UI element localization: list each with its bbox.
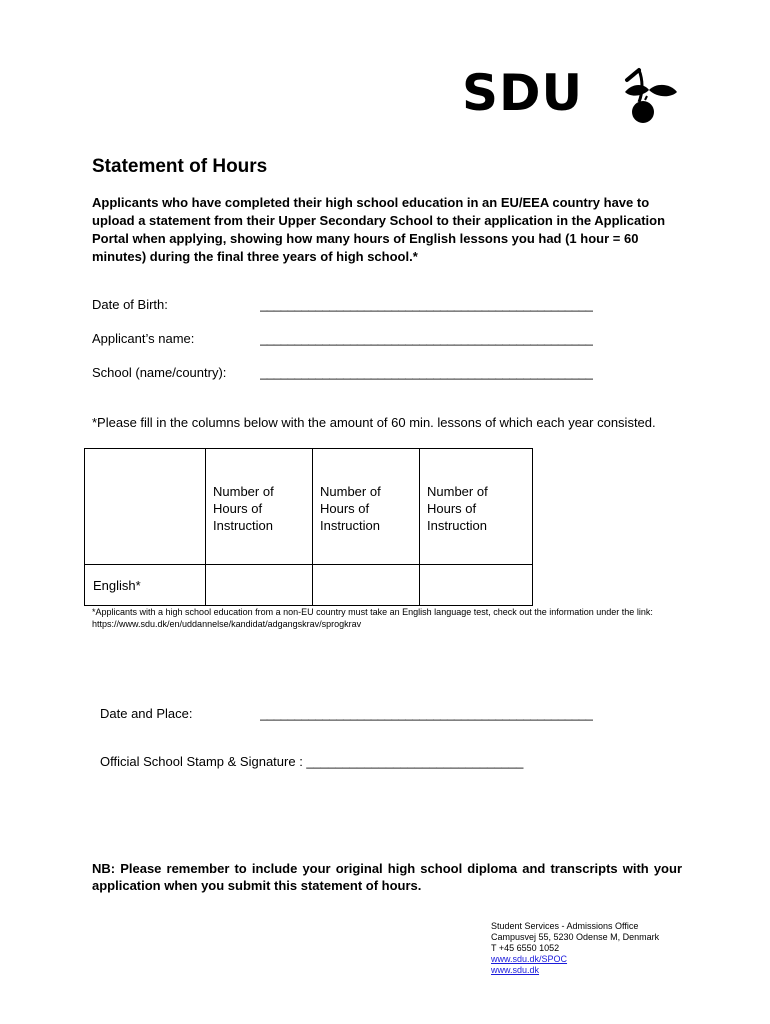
english-row-label: English* xyxy=(85,565,206,606)
date-place-field[interactable] xyxy=(100,706,680,724)
date-place-line[interactable]: ________________________________________________ xyxy=(260,706,593,721)
office-name: Student Services - Admissions Office xyxy=(491,921,639,931)
stamp-signature-field[interactable]: Official School Stamp & Signature : ______________________________ xyxy=(100,754,524,769)
school-field[interactable] xyxy=(92,365,672,383)
applicant-name-field[interactable] xyxy=(92,331,672,349)
hours-table xyxy=(84,448,533,606)
applicant-name-line[interactable]: ________________________________________________ xyxy=(260,331,593,346)
sdu-logo xyxy=(462,66,680,128)
table-row xyxy=(85,565,533,606)
date-of-birth-label: Date of Birth: xyxy=(92,297,168,312)
spoc-link[interactable]: www.sdu.dk/SPOC xyxy=(491,954,568,964)
school-line[interactable]: ________________________________________________ xyxy=(260,365,593,380)
hours-input-cell-3[interactable] xyxy=(420,565,533,606)
contact-block xyxy=(491,921,659,976)
footnote: *Applicants with a high school education from a non-EU country must take an English language test, check out the information under the link: https://www.sdu.dk/en/uddannelse/kandidat/adgangskrav/sprogkrav xyxy=(92,607,653,629)
date-of-birth-field[interactable] xyxy=(92,297,672,315)
office-phone: T +45 6550 1052 xyxy=(491,943,560,953)
logo-text: SDU xyxy=(462,64,584,122)
date-of-birth-line[interactable]: ________________________________________________ xyxy=(260,297,593,312)
table-header-cell xyxy=(206,449,313,565)
applicant-name-label: Applicant’s name: xyxy=(92,331,195,346)
date-place-label: Date and Place: xyxy=(100,706,193,721)
header-label: Number of Hours of Instruction xyxy=(213,484,274,533)
school-label: School (name/country): xyxy=(92,365,227,380)
header-label: Number of Hours of Instruction xyxy=(320,484,381,533)
page-title: Statement of Hours xyxy=(92,156,268,177)
table-header-cell xyxy=(313,449,420,565)
sdu-link[interactable]: www.sdu.dk xyxy=(491,965,540,975)
table-corner-cell xyxy=(85,449,206,565)
table-instructions: *Please fill in the columns below with the amount of 60 min. lessons of which each year consisted. xyxy=(92,415,656,430)
header-label: Number of Hours of Instruction xyxy=(427,484,488,533)
nb-note: NB: Please remember to include your original high school diploma and transcripts with your application when you submit this statement of hours. xyxy=(92,861,682,893)
table-header-cell xyxy=(420,449,533,565)
apple-icon xyxy=(619,66,681,126)
table-header-row xyxy=(85,449,533,565)
intro-paragraph: Applicants who have completed their high school education in an EU/EEA country have to upload a statement from their Upper Secondary School to their application in the Application Portal when applying, showing how many hours of English lessons you had (1 hour = 60 minutes) during the final three years of high school.* xyxy=(92,195,666,264)
hours-input-cell-2[interactable] xyxy=(313,565,420,606)
hours-input-cell-1[interactable] xyxy=(206,565,313,606)
office-address: Campusvej 55, 5230 Odense M, Denmark xyxy=(491,932,660,942)
